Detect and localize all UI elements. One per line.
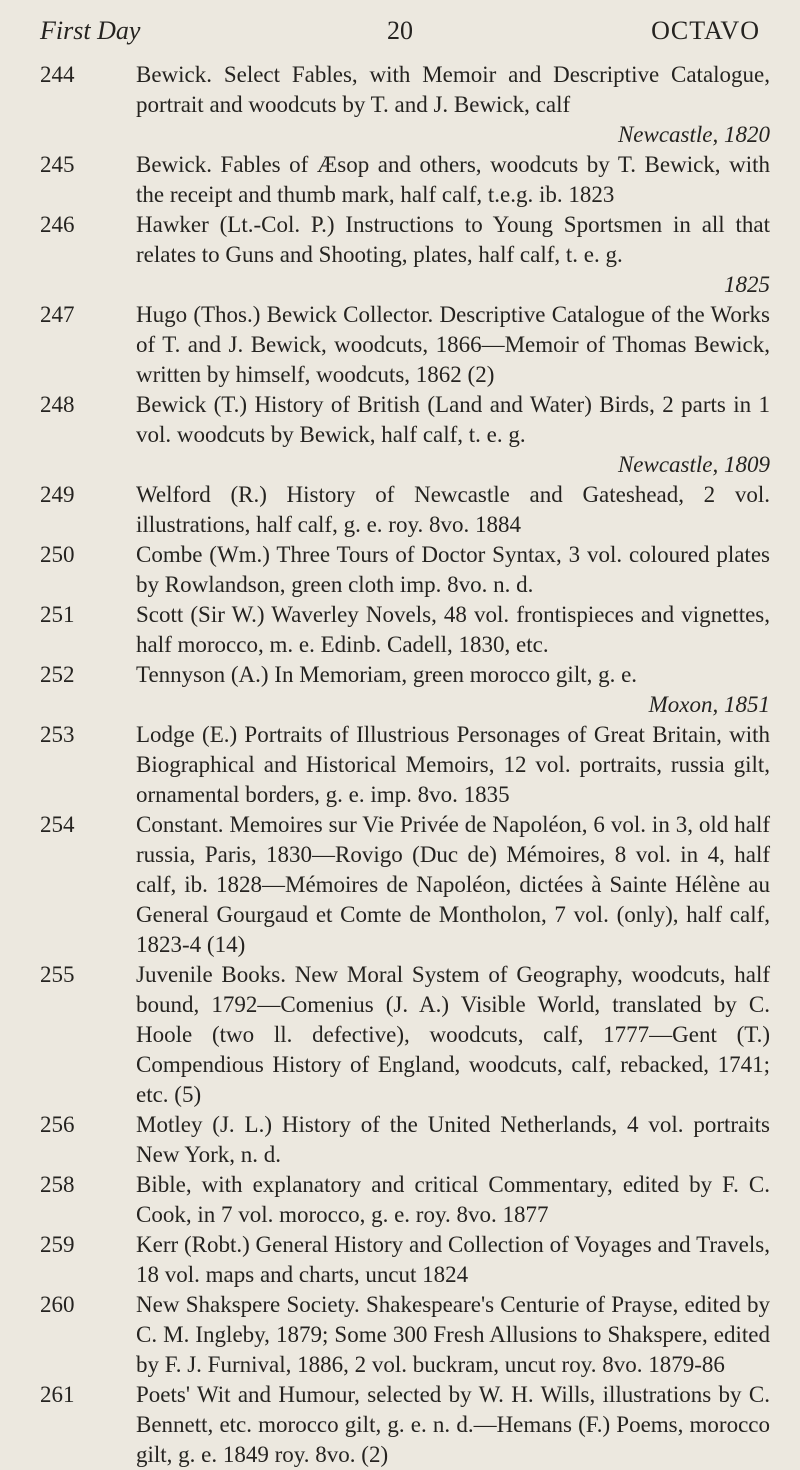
lot-description: Bewick. Select Fables, with Memoir and Descriptive Catalogue, portrait and woodcuts by T. and J. Bewick, calf xyxy=(136,62,770,117)
lot-entry xyxy=(40,600,770,660)
lot-imprint: Newcastle, 1809 xyxy=(617,452,770,477)
lot-number: 249 xyxy=(40,482,75,507)
lot-entry xyxy=(40,720,770,810)
lot-imprint: 1825 xyxy=(724,272,770,297)
lot-entry xyxy=(40,540,770,600)
lot-imprint: Newcastle, 1820 xyxy=(617,122,770,147)
lot-number: 244 xyxy=(40,62,75,87)
lot-entry xyxy=(40,1170,770,1230)
page-number: 20 xyxy=(387,16,413,45)
lot-number: 250 xyxy=(40,542,75,567)
lot-description: Hugo (Thos.) Bewick Collector. Descriptive Catalogue of the Works of T. and J. Bewick, woodcuts, 1866—Memoir of Thomas Bewick, written by himself, woodcuts, 1862 (2) xyxy=(136,302,770,387)
lot-number: 246 xyxy=(40,212,75,237)
lot-description: Scott (Sir W.) Waverley Novels, 48 vol. frontispieces and vignettes, half morocco, m. e. Edinb. Cadell, 1830, etc. xyxy=(136,602,770,657)
lot-number: 248 xyxy=(40,392,75,417)
lot-number: 260 xyxy=(40,1292,75,1317)
lot-entry xyxy=(40,1230,770,1290)
lot-number: 251 xyxy=(40,602,75,627)
lot-description: Bewick (T.) History of British (Land and Water) Birds, 2 parts in 1 vol. woodcuts by Bewick, half calf, t. e. g. xyxy=(136,392,770,447)
lot-number: 259 xyxy=(40,1232,75,1257)
lot-description: Combe (Wm.) Three Tours of Doctor Syntax, 3 vol. coloured plates by Rowlandson, green cloth imp. 8vo. n. d. xyxy=(136,542,770,597)
lot-description: Hawker (Lt.-Col. P.) Instructions to Young Sportsmen in all that relates to Guns and Shooting, plates, half calf, t. e. g. xyxy=(136,212,770,267)
lot-imprint: Moxon, 1851 xyxy=(648,692,770,717)
lot-number: 253 xyxy=(40,722,75,747)
lot-description: Lodge (E.) Portraits of Illustrious Personages of Great Britain, with Biographical and Historical Memoirs, 12 vol. portraits, russia gilt, ornamental borders, g. e. imp. 8vo. 1835 xyxy=(136,722,770,807)
lot-entry xyxy=(40,1380,770,1470)
lot-description: Tennyson (A.) In Memoriam, green morocco gilt, g. e. xyxy=(136,662,638,687)
lot-entry xyxy=(40,60,770,150)
lot-entry xyxy=(40,960,770,1110)
lot-entry xyxy=(40,660,770,720)
format-label: OCTAVO xyxy=(651,16,760,45)
lot-entry xyxy=(40,300,770,390)
lot-entry xyxy=(40,1110,770,1170)
lot-description: Poets' Wit and Humour, selected by W. H. Wills, illustrations by C. Bennett, etc. morocco gilt, g. e. n. d.—Hemans (F.) Poems, morocco gilt, g. e. 1849 roy. 8vo. (2) xyxy=(136,1382,770,1467)
lot-description: Constant. Memoires sur Vie Privée de Napoléon, 6 vol. in 3, old half russia, Paris, 1830—Rovigo (Duc de) Mémoires, 8 vol. in 4, half calf, ib. 1828—Mémoires de Napoléon, dictées à Sainte Hélène au General Gourgaud et Comte de Montholon, 7 vol. (only), half calf, 1823-4 (14) xyxy=(136,812,770,957)
lot-entry xyxy=(40,480,770,540)
lot-entry xyxy=(40,810,770,960)
lot-entry xyxy=(40,210,770,300)
lot-number: 245 xyxy=(40,152,75,177)
lot-description: Kerr (Robt.) General History and Collection of Voyages and Travels, 18 vol. maps and charts, uncut 1824 xyxy=(136,1232,770,1287)
lot-number: 254 xyxy=(40,812,75,837)
lot-description: Bible, with explanatory and critical Commentary, edited by F. C. Cook, in 7 vol. morocco, g. e. roy. 8vo. 1877 xyxy=(136,1172,770,1227)
lot-list xyxy=(40,60,770,1470)
lot-description: New Shakspere Society. Shakespeare's Centurie of Prayse, edited by C. M. Ingleby, 1879; Some 300 Fresh Allusions to Shakspere, edited by F. J. Furnival, 1886, 2 vol. buckram, uncut roy. 8vo. 1879-86 xyxy=(136,1292,770,1377)
lot-entry xyxy=(40,390,770,480)
running-header xyxy=(40,16,760,50)
lot-number: 247 xyxy=(40,302,75,327)
lot-number: 258 xyxy=(40,1172,75,1197)
lot-number: 252 xyxy=(40,662,75,687)
section-title: First Day xyxy=(40,16,141,45)
lot-description: Motley (J. L.) History of the United Netherlands, 4 vol. portraits New York, n. d. xyxy=(136,1112,770,1167)
lot-description: Juvenile Books. New Moral System of Geography, woodcuts, half bound, 1792—Comenius (J. A.) Visible World, translated by C. Hoole (two ll. defective), woodcuts, calf, 1777—Gent (T.) Compendious History of England, woodcuts, calf, rebacked, 1741; etc. (5) xyxy=(136,962,770,1107)
lot-number: 256 xyxy=(40,1112,75,1137)
lot-description: Welford (R.) History of Newcastle and Gateshead, 2 vol. illustrations, half calf, g. e. roy. 8vo. 1884 xyxy=(136,482,770,537)
lot-number: 255 xyxy=(40,962,75,987)
lot-entry xyxy=(40,1290,770,1380)
lot-number: 261 xyxy=(40,1382,75,1407)
lot-entry xyxy=(40,150,770,210)
lot-description: Bewick. Fables of Æsop and others, woodcuts by T. Bewick, with the receipt and thumb mark, half calf, t.e.g. ib. 1823 xyxy=(136,152,770,207)
